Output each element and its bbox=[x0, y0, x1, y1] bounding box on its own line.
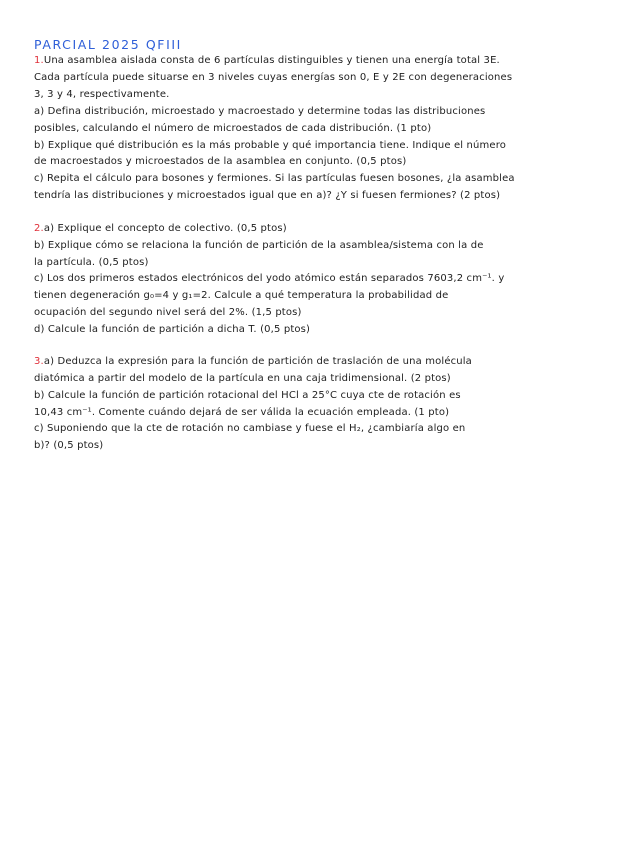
question-3-number: 3. bbox=[34, 356, 44, 367]
question-3-line-3: b) Calcule la función de partición rotacional del HCl a 25°C cuya cte de rotación es bbox=[34, 390, 461, 401]
question-1-line-3: 3, 3 y 4, respectivamente. bbox=[34, 89, 170, 100]
question-1-line-6: b) Explique qué distribución es la más probable y qué importancia tiene. Indique el número bbox=[34, 140, 507, 151]
question-2-line-5: tienen degeneración g₀=4 y g₁=2. Calcule a qué temperatura la probabilidad de bbox=[34, 290, 449, 301]
question-2-number: 2. bbox=[34, 223, 44, 234]
question-3-line-5: c) Suponiendo que la cte de rotación no cambiase y fuese el H₂, ¿cambiaría algo en bbox=[34, 423, 466, 434]
page-title: PARCIAL 2025 QFIII bbox=[34, 37, 182, 52]
question-3-line-6: b)? (0,5 ptos) bbox=[34, 440, 104, 451]
question-1-line-8: c) Repita el cálculo para bosones y fermiones. Si las partículas fuesen bosones, ¿la asamblea bbox=[34, 173, 515, 184]
question-1-line-5: posibles, calculando el número de microestados de cada distribución. (1 pto) bbox=[34, 123, 432, 134]
question-3-line-2: diatómica a partir del modelo de la partícula en una caja tridimensional. (2 ptos) bbox=[34, 373, 451, 384]
question-1-number: 1. bbox=[34, 55, 44, 66]
question-2-line-6: ocupación del segundo nivel será del 2%. (1,5 ptos) bbox=[34, 307, 302, 318]
question-1-line-2: Cada partícula puede situarse en 3 niveles cuyas energías son 0, E y 2E con degeneraciones bbox=[34, 72, 513, 83]
question-2-line-7: d) Calcule la función de partición a dicha T. (0,5 ptos) bbox=[34, 324, 311, 335]
question-1-line-7: de macroestados y microestados de la asamblea en conjunto. (0,5 ptos) bbox=[34, 156, 407, 167]
question-2-line-3: la partícula. (0,5 ptos) bbox=[34, 257, 149, 268]
question-2-line-1: 2.a) Explique el concepto de colectivo. (0,5 ptos) bbox=[34, 223, 287, 234]
question-1-line-4: a) Defina distribución, microestado y macroestado y determine todas las distribuciones bbox=[34, 106, 486, 117]
question-3-line-4: 10,43 cm⁻¹. Comente cuándo dejará de ser válida la ecuación empleada. (1 pto) bbox=[34, 407, 450, 418]
question-1-line-9: tendría las distribuciones y microestados igual que en a)? ¿Y si fuesen fermiones? (2 ptos) bbox=[34, 190, 501, 201]
question-2-line-4: c) Los dos primeros estados electrónicos del yodo atómico están separados 7603,2 cm⁻¹. y bbox=[34, 273, 505, 284]
question-3-line-1: 3.a) Deduzca la expresión para la función de partición de traslación de una molécula bbox=[34, 356, 472, 367]
question-2-line-2: b) Explique cómo se relaciona la función de partición de la asamblea/sistema con la de bbox=[34, 240, 484, 251]
question-1-line-1: 1.Una asamblea aislada consta de 6 partículas distinguibles y tienen una energía total 3E. bbox=[34, 55, 500, 66]
